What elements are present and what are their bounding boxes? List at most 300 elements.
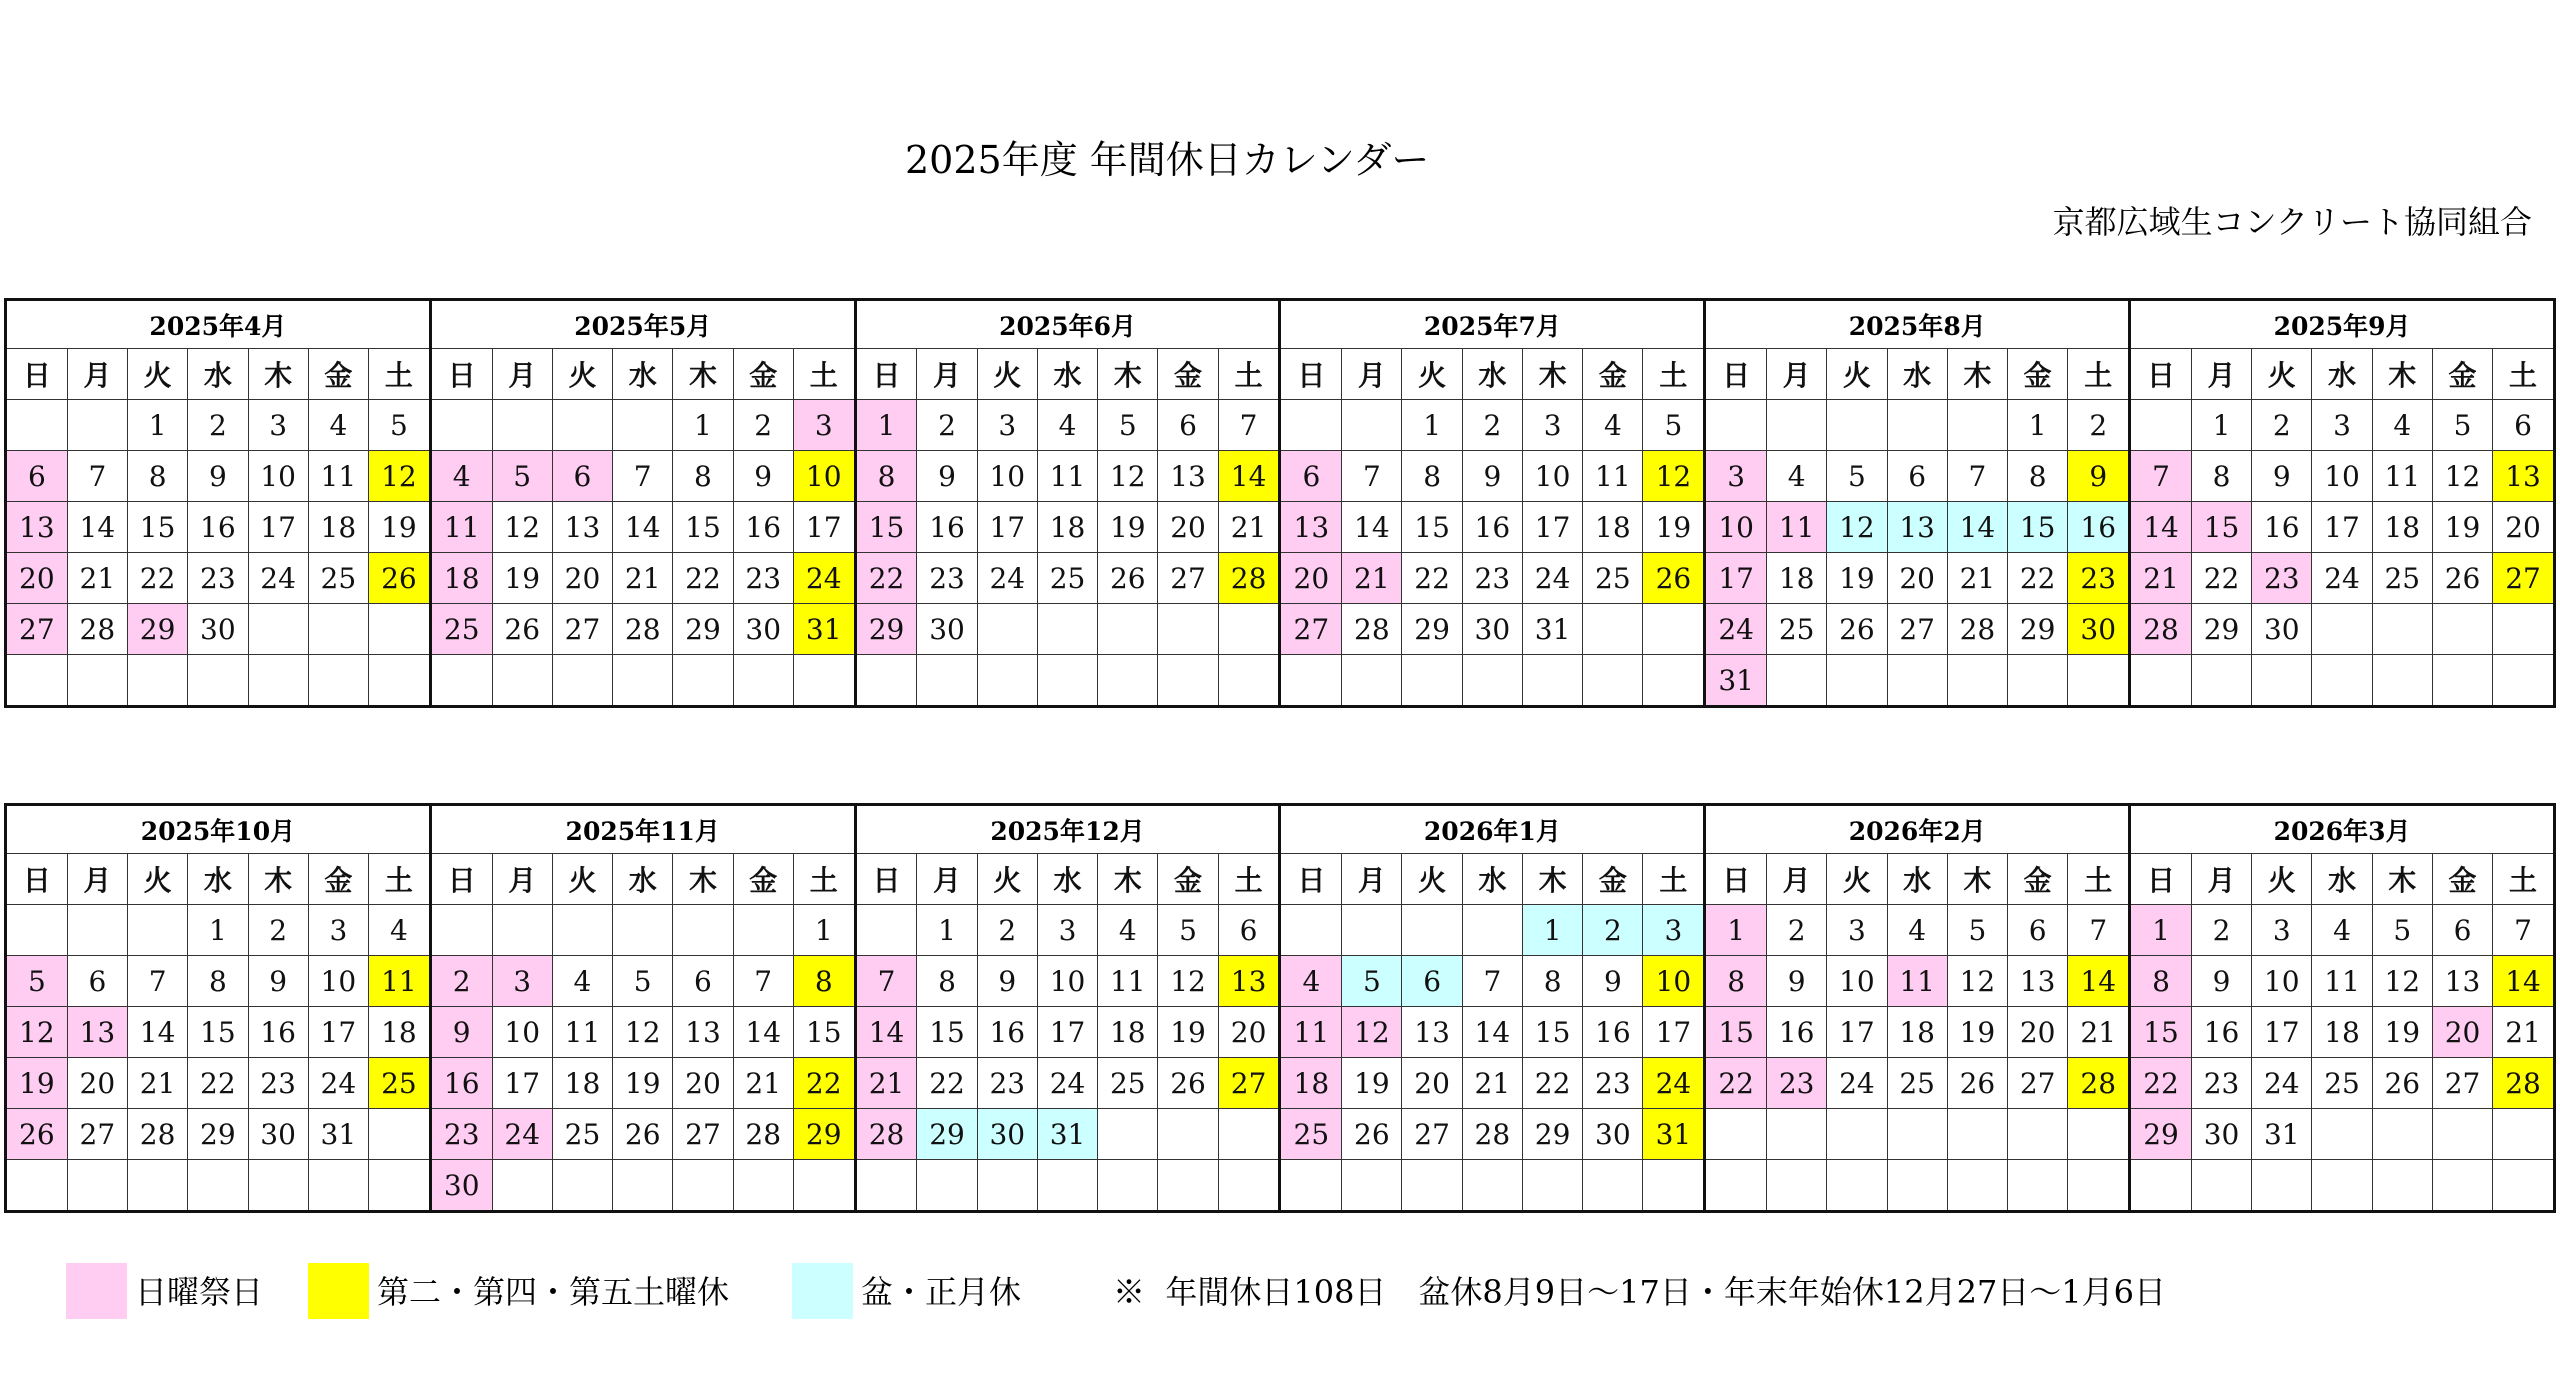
empty-cell [1706,1160,1766,1211]
empty-cell [1947,1160,2007,1211]
empty-cell [1218,655,1278,706]
day-cell: 27 [552,604,612,655]
day-cell: 11 [1098,956,1158,1007]
empty-cell [7,905,67,956]
day-cell: 19 [1947,1007,2007,1058]
calendar-block-first-half [4,298,2556,708]
day-cell: 27 [2432,1058,2492,1109]
day-cell: 7 [67,451,127,502]
weekday-header: 水 [2312,854,2372,905]
day-cell: 5 [7,956,67,1007]
empty-cell [733,1160,793,1211]
weekday-header: 月 [2191,349,2251,400]
empty-cell [1827,1160,1887,1211]
empty-cell [308,1160,368,1211]
day-cell: 17 [1037,1007,1097,1058]
day-cell: 9 [432,1007,492,1058]
day-cell: 18 [1767,553,1827,604]
empty-cell [2131,400,2191,451]
day-cell: 7 [2068,905,2128,956]
week-row [7,905,429,956]
day-cell: 14 [2131,502,2191,553]
day-cell: 10 [1706,502,1766,553]
empty-cell [2068,1160,2128,1211]
day-cell: 31 [1643,1109,1703,1160]
weekday-header: 水 [188,854,248,905]
day-cell: 22 [2008,553,2068,604]
day-cell: 19 [613,1058,673,1109]
weekday-header: 日 [1281,854,1341,905]
day-cell: 8 [793,956,853,1007]
day-cell: 27 [2008,1058,2068,1109]
day-cell: 11 [369,956,429,1007]
empty-cell [1643,604,1703,655]
weekday-header: 金 [733,854,793,905]
weekday-header: 金 [308,349,368,400]
day-cell: 19 [1342,1058,1402,1109]
weekday-header: 火 [1827,349,1887,400]
day-cell: 15 [128,502,188,553]
day-cell: 28 [1462,1109,1522,1160]
month-title: 2025年7月 [1281,301,1703,349]
day-cell: 23 [733,553,793,604]
day-cell: 12 [1158,956,1218,1007]
month-calendar [1703,301,2128,705]
day-cell: 7 [2493,905,2553,956]
weekday-header: 土 [2493,349,2553,400]
week-row [857,1007,1279,1058]
weekday-header: 水 [613,349,673,400]
day-cell: 27 [673,1109,733,1160]
weekday-header: 土 [2068,854,2128,905]
week-row [2131,451,2553,502]
day-cell: 23 [248,1058,308,1109]
day-cell: 9 [977,956,1037,1007]
day-cell: 15 [2191,502,2251,553]
day-cell: 29 [917,1109,977,1160]
day-cell: 3 [492,956,552,1007]
empty-cell [369,1160,429,1211]
day-cell: 22 [188,1058,248,1109]
month-calendar [2128,301,2553,705]
legend-swatch-bon-newyear [792,1263,853,1319]
week-row [432,553,854,604]
day-cell: 5 [2432,400,2492,451]
day-cell: 13 [2432,956,2492,1007]
month-calendar [7,806,429,1210]
day-cell: 18 [308,502,368,553]
day-cell: 14 [733,1007,793,1058]
weekday-header: 土 [369,349,429,400]
day-cell: 8 [1402,451,1462,502]
weekday-header: 木 [248,349,308,400]
day-cell: 21 [857,1058,917,1109]
empty-cell [552,1160,612,1211]
day-cell: 21 [128,1058,188,1109]
day-cell: 6 [1887,451,1947,502]
day-cell: 31 [2252,1109,2312,1160]
day-cell: 9 [188,451,248,502]
week-row [1281,400,1703,451]
weekday-header: 月 [67,854,127,905]
weekday-header: 金 [1158,349,1218,400]
month-calendar [7,301,429,705]
weekday-header: 水 [1037,854,1097,905]
week-row [432,655,854,706]
day-cell: 29 [2191,604,2251,655]
day-cell: 6 [67,956,127,1007]
weekday-header: 金 [1583,854,1643,905]
empty-cell [977,1160,1037,1211]
day-cell: 3 [308,905,368,956]
day-cell: 10 [1037,956,1097,1007]
day-cell: 20 [2493,502,2553,553]
week-row [1706,451,2128,502]
week-row [1281,502,1703,553]
day-cell: 13 [7,502,67,553]
weekday-header: 土 [1218,854,1278,905]
day-cell: 27 [1158,553,1218,604]
weekday-header: 月 [2191,854,2251,905]
day-cell: 22 [128,553,188,604]
day-cell: 20 [1402,1058,1462,1109]
empty-cell [1342,655,1402,706]
day-cell: 19 [1158,1007,1218,1058]
day-cell: 8 [673,451,733,502]
week-row [2131,905,2553,956]
empty-cell [1947,1109,2007,1160]
week-row [7,655,429,706]
month-grid [1706,301,2128,705]
weekday-header: 日 [432,349,492,400]
weekday-header: 火 [977,349,1037,400]
day-cell: 12 [1947,956,2007,1007]
day-cell: 1 [128,400,188,451]
day-cell: 6 [673,956,733,1007]
day-cell: 25 [432,604,492,655]
day-cell: 31 [1037,1109,1097,1160]
empty-cell [733,655,793,706]
week-row [1706,1109,2128,1160]
day-cell: 28 [857,1109,917,1160]
week-row [1706,1160,2128,1211]
weekday-header: 火 [552,854,612,905]
day-cell: 23 [1767,1058,1827,1109]
empty-cell [552,655,612,706]
weekday-header: 木 [2372,854,2432,905]
day-cell: 29 [128,604,188,655]
day-cell: 18 [432,553,492,604]
day-cell: 12 [2372,956,2432,1007]
day-cell: 6 [1281,451,1341,502]
week-row [1281,1160,1703,1211]
day-cell: 24 [1827,1058,1887,1109]
day-cell: 1 [1402,400,1462,451]
empty-cell [1218,1160,1278,1211]
day-cell: 29 [1522,1109,1582,1160]
day-cell: 16 [977,1007,1037,1058]
day-cell: 9 [2068,451,2128,502]
day-cell: 18 [1583,502,1643,553]
day-cell: 26 [369,553,429,604]
day-cell: 12 [1342,1007,1402,1058]
empty-cell [1218,1109,1278,1160]
day-cell: 24 [308,1058,368,1109]
week-row [1706,553,2128,604]
day-cell: 7 [1342,451,1402,502]
day-cell: 28 [613,604,673,655]
weekday-header: 木 [2372,349,2432,400]
day-cell: 5 [1643,400,1703,451]
day-cell: 28 [2493,1058,2553,1109]
empty-cell [2493,1160,2553,1211]
day-cell: 19 [1098,502,1158,553]
month-title: 2025年5月 [432,301,854,349]
empty-cell [1767,655,1827,706]
weekday-header: 火 [1402,854,1462,905]
day-cell: 17 [492,1058,552,1109]
empty-cell [2372,655,2432,706]
day-cell: 13 [673,1007,733,1058]
day-cell: 4 [2372,400,2432,451]
weekday-header: 日 [1706,854,1766,905]
day-cell: 20 [1281,553,1341,604]
day-cell: 28 [2131,604,2191,655]
day-cell: 22 [1522,1058,1582,1109]
day-cell: 26 [1643,553,1703,604]
week-row [432,1160,854,1211]
day-cell: 26 [1098,553,1158,604]
week-row [7,1109,429,1160]
empty-cell [1643,1160,1703,1211]
organization-name: 京都広域生コンクリート協同組合 [2052,203,2532,241]
day-cell: 30 [432,1160,492,1211]
day-cell: 2 [2252,400,2312,451]
day-cell: 15 [857,502,917,553]
day-cell: 31 [1522,604,1582,655]
week-row [857,1160,1279,1211]
day-cell: 7 [613,451,673,502]
empty-cell [613,655,673,706]
day-cell: 5 [2372,905,2432,956]
weekday-header: 土 [793,854,853,905]
day-cell: 17 [2312,502,2372,553]
week-row [7,451,429,502]
month-title: 2026年2月 [1706,806,2128,854]
weekday-header: 金 [2432,349,2492,400]
day-cell: 4 [2312,905,2372,956]
empty-cell [1098,1109,1158,1160]
empty-cell [1281,400,1341,451]
empty-cell [308,604,368,655]
month-grid [1281,806,1703,1210]
day-cell: 26 [1947,1058,2007,1109]
empty-cell [1281,905,1341,956]
day-cell: 14 [613,502,673,553]
day-cell: 8 [2008,451,2068,502]
empty-cell [977,655,1037,706]
week-row [857,400,1279,451]
day-cell: 11 [432,502,492,553]
weekday-header: 土 [2068,349,2128,400]
empty-cell [2252,655,2312,706]
empty-cell [552,400,612,451]
weekday-header: 水 [188,349,248,400]
empty-cell [1706,400,1766,451]
week-row [7,956,429,1007]
day-cell: 28 [1342,604,1402,655]
day-cell: 11 [2372,451,2432,502]
empty-cell [188,655,248,706]
day-cell: 30 [1583,1109,1643,1160]
day-cell: 26 [1827,604,1887,655]
weekday-header: 火 [1827,854,1887,905]
day-cell: 26 [2372,1058,2432,1109]
empty-cell [673,1160,733,1211]
day-cell: 15 [793,1007,853,1058]
day-cell: 26 [613,1109,673,1160]
week-row [2131,1058,2553,1109]
day-cell: 14 [128,1007,188,1058]
weekday-header: 日 [1281,349,1341,400]
day-cell: 13 [2493,451,2553,502]
day-cell: 21 [1218,502,1278,553]
day-cell: 2 [1583,905,1643,956]
weekday-header: 木 [1098,349,1158,400]
week-row [432,956,854,1007]
weekday-header: 月 [1767,854,1827,905]
weekday-header: 水 [1887,349,1947,400]
day-cell: 19 [1827,553,1887,604]
month-title: 2025年4月 [7,301,429,349]
week-row [1706,655,2128,706]
day-cell: 4 [1583,400,1643,451]
day-cell: 8 [128,451,188,502]
month-grid [1281,301,1703,705]
month-calendar [854,806,1279,1210]
day-cell: 12 [1098,451,1158,502]
week-row [7,502,429,553]
empty-cell [1342,1160,1402,1211]
empty-cell [1767,400,1827,451]
day-cell: 14 [2493,956,2553,1007]
day-cell: 14 [2068,956,2128,1007]
day-cell: 1 [857,400,917,451]
day-cell: 15 [2131,1007,2191,1058]
empty-cell [1158,1160,1218,1211]
week-row [432,1058,854,1109]
day-cell: 9 [2191,956,2251,1007]
day-cell: 25 [2312,1058,2372,1109]
empty-cell [1158,604,1218,655]
month-title: 2026年1月 [1281,806,1703,854]
empty-cell [917,655,977,706]
page-title: 2025年度 年間休日カレンダー [905,138,1430,182]
day-cell: 9 [1462,451,1522,502]
month-title: 2025年9月 [2131,301,2553,349]
day-cell: 23 [1462,553,1522,604]
day-cell: 8 [857,451,917,502]
empty-cell [1281,655,1341,706]
empty-cell [673,655,733,706]
weekday-header: 日 [432,854,492,905]
day-cell: 19 [7,1058,67,1109]
month-calendar [1703,806,2128,1210]
empty-cell [128,655,188,706]
empty-cell [2312,1160,2372,1211]
day-cell: 4 [1281,956,1341,1007]
empty-cell [1827,1109,1887,1160]
weekday-header: 火 [2252,349,2312,400]
day-cell: 1 [793,905,853,956]
day-cell: 1 [673,400,733,451]
day-cell: 3 [1522,400,1582,451]
week-row [432,502,854,553]
week-row [7,1058,429,1109]
day-cell: 21 [2131,553,2191,604]
week-row [857,1058,1279,1109]
day-cell: 12 [1827,502,1887,553]
day-cell: 13 [1887,502,1947,553]
day-cell: 7 [1218,400,1278,451]
month-grid [2131,301,2553,705]
weekday-header: 金 [308,854,368,905]
empty-cell [2372,1160,2432,1211]
empty-cell [2372,1109,2432,1160]
week-row [2131,400,2553,451]
day-cell: 25 [2372,553,2432,604]
day-cell: 13 [67,1007,127,1058]
empty-cell [369,655,429,706]
weekday-header: 月 [917,349,977,400]
day-cell: 25 [1037,553,1097,604]
day-cell: 3 [1037,905,1097,956]
day-cell: 3 [1706,451,1766,502]
week-row [857,655,1279,706]
month-grid [7,806,429,1210]
weekday-header: 木 [1947,854,2007,905]
month-title: 2025年6月 [857,301,1279,349]
week-row [857,553,1279,604]
day-cell: 17 [1643,1007,1703,1058]
day-cell: 30 [2252,604,2312,655]
day-cell: 21 [1947,553,2007,604]
day-cell: 23 [188,553,248,604]
day-cell: 18 [369,1007,429,1058]
weekday-header: 水 [613,854,673,905]
day-cell: 10 [308,956,368,1007]
week-row [1281,1058,1703,1109]
empty-cell [492,655,552,706]
day-cell: 20 [7,553,67,604]
day-cell: 2 [2191,905,2251,956]
day-cell: 14 [1947,502,2007,553]
day-cell: 5 [492,451,552,502]
day-cell: 31 [793,604,853,655]
weekday-header: 火 [128,854,188,905]
day-cell: 18 [2312,1007,2372,1058]
day-cell: 5 [1947,905,2007,956]
day-cell: 16 [1583,1007,1643,1058]
week-row [857,956,1279,1007]
day-cell: 24 [492,1109,552,1160]
day-cell: 9 [1583,956,1643,1007]
legend-swatch-holiday [66,1263,127,1319]
empty-cell [2191,655,2251,706]
day-cell: 13 [552,502,612,553]
day-cell: 27 [7,604,67,655]
day-cell: 18 [2372,502,2432,553]
